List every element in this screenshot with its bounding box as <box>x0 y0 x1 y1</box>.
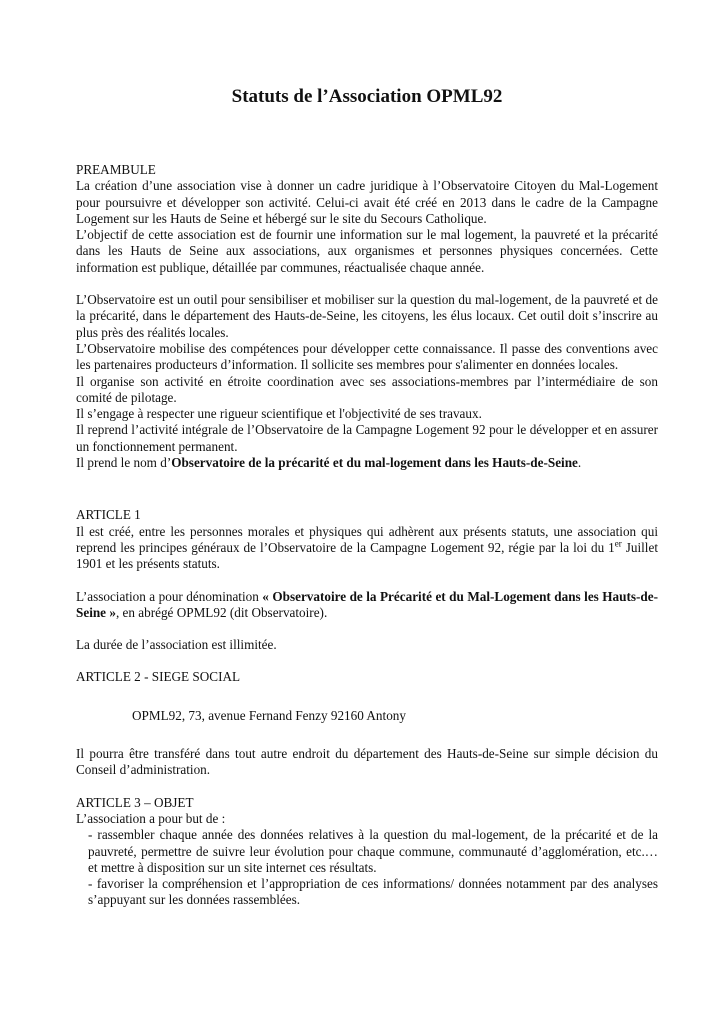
preambule-heading: PREAMBULE <box>76 162 156 177</box>
article-1-p1-sup: er <box>614 538 622 549</box>
article-1-section <box>76 507 658 653</box>
preambule-p8-suffix: . <box>577 455 582 471</box>
article-3-item-1: - rassembler chaque année des données relatives à la question du mal-logement, de la précarité et de la pauvreté, permettre de suivre leur évolution pour chaque commune, communauté d’agglomération, etc.… et mettre à disposition sur un site internet ces résultats. <box>88 827 658 875</box>
article-1-p2-suffix: , en abrégé OPML92 (dit Observatoire). <box>115 604 328 620</box>
preambule-paragraph-3: L’Observatoire est un outil pour sensibiliser et mobiliser sur la question du mal-logement, de la pauvreté et de la précarité, dans le département des Hauts-de-Seine, les citoyens, les élus locaux. Cet outil doit s’inscrire au plus près des réalités locales. <box>76 292 658 340</box>
article-3-heading: ARTICLE 3 – OBJET <box>76 794 194 810</box>
article-1-p2-prefix: L’association a pour dénomination <box>76 588 263 604</box>
article-2-section <box>76 669 658 778</box>
preambule-paragraph-2: L’objectif de cette association est de fournir une information sur le mal logement, la pauvreté et la précarité dans les Hauts de Seine aux associations, aux organismes et personnes physiques concernées. Cette information est publique, détaillée par communes, réactualisée chaque année. <box>76 227 658 275</box>
observatoire-name-bold: Observatoire de la précarité et du mal-logement dans les Hauts-de-Seine <box>171 455 578 471</box>
article-3-item-2: - favoriser la compréhension et l’appropriation de ces informations/ données notamment par des analyses s’appuyant sur les données rassemblées. <box>88 876 658 908</box>
article-3-section <box>76 795 658 909</box>
article-1-heading: ARTICLE 1 <box>76 507 141 523</box>
article-1-p1-b: Juillet 1901 et les présents statuts. <box>76 539 658 572</box>
article-1-paragraph-2 <box>76 589 658 622</box>
preambule-paragraph-5: Il organise son activité en étroite coordination avec ses associations-membres par l’intermédiaire de son comité de pilotage. <box>76 373 658 405</box>
article-1-p1-a: Il est créé, entre les personnes morales et physiques qui adhèrent aux présents statuts, une association qui reprend les principes généraux de l’Observatoire de la Campagne Logement 92, régie par la loi du 1 <box>76 523 658 555</box>
preambule-section <box>76 162 658 471</box>
article-1-paragraph-3: La durée de l’association est illimitée. <box>76 637 277 653</box>
preambule-p8-prefix: Il prend le nom d’ <box>76 455 172 471</box>
siege-address: OPML92, 73, avenue Fernand Fenzy 92160 Antony <box>132 707 406 723</box>
preambule-paragraph-4: L’Observatoire mobilise des compétences pour développer cette connaissance. Il passe des conventions avec les partenaires producteurs d’information. Il sollicite ses membres pour s'alimenter en données locales. <box>76 340 658 373</box>
preambule-paragraph-7: Il reprend l’activité intégrale de l’Observatoire de la Campagne Logement 92 pour le développer et en assurer un fonctionnement permanent. <box>76 422 658 454</box>
preambule-paragraph-8 <box>76 455 658 471</box>
article-1-paragraph-1 <box>76 524 658 573</box>
document-title: Statuts de l’Association OPML92 <box>231 86 503 107</box>
article-3-intro: L’association a pour but de : <box>76 810 226 826</box>
article-2-paragraph-1: Il pourra être transféré dans tout autre endroit du département des Hauts-de-Seine sur simple décision du Conseil d’administration. <box>76 746 658 778</box>
preambule-paragraph-1: La création d’une association vise à donner un cadre juridique à l’Observatoire Citoyen du Mal-Logement pour poursuivre et développer son activité. Celui-ci avait été créé en 2013 dans le cadre de la Campagne Logement sur les Hauts de Seine et hébergé sur le site du Secours Catholique. <box>76 178 658 226</box>
association-name-bold: « Observatoire de la Précarité et du Mal-Logement dans les Hauts-de-Seine » <box>76 588 658 620</box>
article-2-heading: ARTICLE 2 - SIEGE SOCIAL <box>76 669 241 685</box>
preambule-paragraph-6: Il s’engage à respecter une rigueur scientifique et l'objectivité de ses travaux. <box>76 406 482 422</box>
